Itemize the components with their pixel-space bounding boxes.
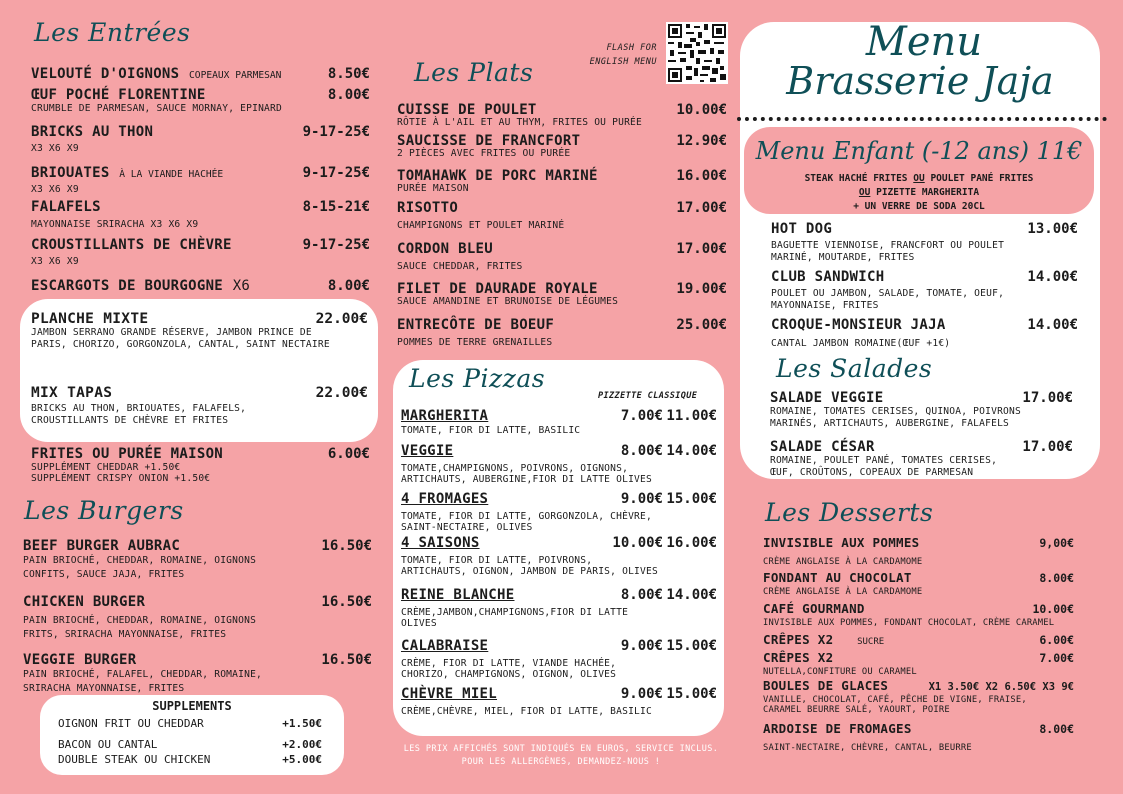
item-desc: CANTAL JAMBON ROMAINE(ŒUF +1€) — [771, 338, 951, 349]
menu-heading: Menu — [865, 19, 983, 65]
pizzette-price: 9.00€ — [620, 638, 663, 654]
classique-price: 16.00€ — [666, 535, 717, 551]
item-price: 25.00€ — [676, 317, 727, 333]
footer-note — [383, 743, 739, 769]
dessert-desc: SAINT-NECTAIRE, CHÈVRE, CANTAL, BEURRE — [763, 743, 972, 753]
menu-item — [23, 588, 372, 643]
pizzette-price: 7.00€ — [620, 408, 663, 424]
classique-price: 11.00€ — [666, 408, 717, 424]
dessert-name: CAFÉ GOURMAND — [763, 601, 865, 616]
item-note: X6 — [232, 278, 251, 294]
pizza-desc: TOMATE, FIOR DI LATTE, BASILIC — [401, 425, 581, 436]
item-desc: BRICKS AU THON, BRIOUATES, FALAFELS, CROUSTILLANTS DE CHÈVRE ET FRITES — [31, 403, 247, 427]
menu-item — [397, 200, 727, 232]
qr-caption-line: FLASH FOR — [606, 43, 657, 53]
item-name: RISOTTO — [397, 200, 459, 216]
supplement-name: BACON OU CANTAL — [58, 738, 158, 751]
pizza-item — [401, 443, 717, 485]
item-desc: SUPPLÉMENT CRISPY ONION +1.50€ — [31, 473, 211, 485]
supplement-row — [58, 753, 322, 766]
menu-item — [31, 87, 370, 115]
item-name: TOMAHAWK DE PORC MARINÉ — [397, 168, 598, 184]
item-name: BEEF BURGER AUBRAC — [23, 538, 181, 554]
qr-caption-line: ENGLISH MENU — [589, 56, 657, 67]
menu-item — [31, 162, 370, 196]
item-desc: X3 X6 X9 — [31, 143, 79, 154]
dessert-item — [763, 629, 1074, 649]
pizza-item — [401, 587, 717, 629]
classique-price: 14.00€ — [666, 587, 717, 603]
item-name: HOT DOG — [771, 221, 833, 237]
item-name: FILET DE DAURADE ROYALE — [397, 281, 598, 297]
item-desc: PAIN BRIOCHÉ, CHEDDAR, ROMAINE, OIGNONS FRITS, SRIRACHA MAYONNAISE, FRITES — [23, 615, 257, 641]
item-price: 8.50€ — [327, 66, 370, 82]
pizza-desc: CRÈME,JAMBON,CHAMPIGNONS,FIOR DI LATTE OLIVES — [401, 607, 629, 629]
pizza-desc: TOMATE,CHAMPIGNONS, POIVRONS, OIGNONS, ARTICHAUTS, AUBERGINE,FIOR DI LATTE OLIVES — [401, 463, 652, 485]
item-name: SALADE CÉSAR — [770, 439, 875, 455]
pizza-name: CHÈVRE MIEL — [401, 686, 498, 702]
pizzette-price: 8.00€ — [620, 587, 663, 603]
item-price: 6.00€ — [327, 446, 370, 462]
dessert-name: CRÊPES X2 — [763, 632, 834, 647]
item-name: CUISSE DE POULET — [397, 102, 537, 118]
menu-item — [31, 311, 368, 352]
pizza-name: MARGHERITA — [401, 408, 489, 424]
menu-item — [23, 646, 372, 697]
kids-line: + UN VERRE DE SODA 20CL — [853, 200, 985, 212]
item-price: 13.00€ — [1027, 221, 1078, 237]
item-desc: POMMES DE TERRE GRENAILLES — [397, 337, 553, 348]
item-price: 10.00€ — [676, 102, 727, 118]
supplement-row — [58, 738, 322, 751]
item-desc: SAUCE CHEDDAR, FRITES — [397, 261, 523, 272]
menu-item — [31, 237, 370, 268]
section-title-entrees: Les Entrées — [34, 18, 191, 47]
dessert-item — [763, 718, 1074, 753]
kids-line: STEAK HACHÉ FRITES — [804, 173, 908, 184]
item-name: MIX TAPAS — [31, 385, 113, 401]
pizza-desc: CRÈME,CHÈVRE, MIEL, FIOR DI LATTE, BASILIC — [401, 706, 652, 717]
menu-item — [31, 385, 368, 428]
menu-item — [31, 275, 370, 294]
item-desc: SAUCE AMANDINE ET BRUNOISE DE LÉGUMES — [397, 296, 619, 307]
item-price: 8-15-21€ — [302, 199, 370, 215]
item-desc: PAIN BRIOCHÉ, CHEDDAR, ROMAINE, OIGNONS CONFITS, SAUCE JAJA, FRITES — [23, 555, 257, 581]
item-desc: JAMBON SERRANO GRANDE RÉSERVE, JAMBON PRINCE DE PARIS, CHORIZO, GORGONZOLA, CANTAL, SAINT NECTAIRE — [31, 327, 330, 351]
item-price: 19.00€ — [676, 281, 727, 297]
item-desc: ROMAINE, TOMATES CERISES, QUINOA, POIVRONS MARINÉS, ARTICHAUTS, AUBERGINE, FALAFELS — [770, 406, 1021, 429]
pizza-name: VEGGIE — [401, 443, 454, 459]
dessert-name: ARDOISE DE FROMAGES — [763, 721, 912, 736]
pizzette-price: 8.00€ — [620, 443, 663, 459]
menu-item — [23, 532, 372, 583]
item-name: VEGGIE BURGER — [23, 652, 137, 668]
pizza-col-header: CLASSIQUE — [647, 391, 698, 401]
item-name: FRITES OU PURÉE MAISON — [31, 446, 224, 462]
pizza-desc: TOMATE, FIOR DI LATTE, GORGONZOLA, CHÈVRE, SAINT-NECTAIRE, OLIVES — [401, 511, 652, 533]
kids-menu-card — [744, 127, 1094, 214]
supplement-row — [58, 717, 322, 730]
item-note: À LA VIANDE HACHÉE — [119, 169, 224, 180]
item-price: 8.00€ — [327, 278, 370, 294]
item-desc: CHAMPIGNONS ET POULET MARINÉ — [397, 220, 565, 231]
pizzette-price: 10.00€ — [612, 535, 663, 551]
classique-price: 14.00€ — [666, 443, 717, 459]
pizza-size-headers — [598, 391, 697, 401]
qr-code[interactable] — [666, 22, 728, 84]
item-desc: X3 X6 X9 — [31, 184, 79, 195]
qr-code-icon — [666, 22, 728, 84]
dessert-item — [763, 598, 1074, 628]
kids-menu-desc — [744, 172, 1094, 213]
kids-line: PIZETTE MARGHERITA — [876, 186, 980, 198]
kids-line: POULET PANÉ FRITES — [930, 173, 1034, 184]
pizza-col-header: PIZZETTE — [598, 391, 643, 401]
item-name: ŒUF POCHÉ FLORENTINE — [31, 87, 206, 103]
item-desc: POULET OU JAMBON, SALADE, TOMATE, OEUF, MAYONNAISE, FRITES — [771, 288, 1005, 312]
item-price: 14.00€ — [1027, 269, 1078, 285]
dessert-name: INVISIBLE AUX POMMES — [763, 535, 920, 550]
supplements-card — [40, 695, 344, 775]
supplements-title: SUPPLEMENTS — [152, 699, 232, 713]
item-price: 9-17-25€ — [302, 124, 370, 140]
pizza-name: 4 FROMAGES — [401, 491, 489, 507]
kids-or: OU — [913, 173, 925, 184]
pizza-item — [401, 535, 717, 577]
menu-item — [770, 390, 1073, 429]
menu-item — [31, 63, 370, 82]
planches-card — [20, 299, 378, 442]
dessert-price: 7.00€ — [1039, 651, 1074, 665]
dessert-name: FONDANT AU CHOCOLAT — [763, 570, 912, 585]
pizza-desc: CRÈME, FIOR DI LATTE, VIANDE HACHÉE, CHORIZO, CHAMPIGNONS, OIGNON, OLIVES — [401, 658, 617, 680]
item-name: VELOUTÉ D'OIGNONS — [31, 66, 180, 82]
item-price: 14.00€ — [1027, 317, 1078, 333]
dessert-price: X1 3.50€ X2 6.50€ X3 9€ — [928, 681, 1074, 693]
item-price: 17.00€ — [676, 241, 727, 257]
menu-item — [770, 439, 1073, 478]
menu-item — [31, 199, 370, 231]
classique-price: 15.00€ — [666, 638, 717, 654]
section-title-burgers: Les Burgers — [24, 496, 184, 525]
item-desc: MAYONNAISE SRIRACHA X3 X6 X9 — [31, 219, 199, 230]
dessert-item — [763, 567, 1074, 597]
supplement-name: OIGNON FRIT OU CHEDDAR — [58, 717, 204, 730]
item-desc: SUPPLÉMENT CHEDDAR +1.50€ — [31, 462, 181, 473]
item-price: 22.00€ — [315, 311, 368, 327]
item-name: CROQUE-MONSIEUR JAJA — [771, 317, 946, 333]
item-price: 17.00€ — [1022, 390, 1073, 406]
item-price: 8.00€ — [327, 87, 370, 103]
dessert-name: BOULES DE GLACES — [763, 678, 889, 693]
item-name: ENTRECÔTE DE BOEUF — [397, 317, 555, 333]
classique-price: 15.00€ — [666, 686, 717, 702]
menu-item — [397, 168, 727, 195]
section-title-pizzas: Les Pizzas — [409, 364, 546, 393]
dessert-price: 8.00€ — [1039, 571, 1074, 585]
pizza-item — [401, 686, 717, 718]
pizza-item — [401, 491, 717, 533]
dessert-price: 9,00€ — [1039, 536, 1074, 550]
item-price: 12.90€ — [676, 133, 727, 149]
dessert-item — [763, 647, 1074, 677]
item-name: CLUB SANDWICH — [771, 269, 885, 285]
menu-item — [771, 317, 1078, 350]
dessert-price: 6.00€ — [1039, 633, 1074, 647]
item-desc: 2 PIÈCES AVEC FRITES OU PURÉE — [397, 148, 571, 159]
dessert-note: SUCRE — [857, 637, 885, 647]
footer-line: LES PRIX AFFICHÉS SONT INDIQUÉS EN EUROS, SERVICE INCLUS. — [403, 744, 719, 754]
dotted-divider — [737, 117, 1107, 121]
item-desc: X3 X6 X9 — [31, 256, 79, 267]
item-note: COPEAUX PARMESAN — [189, 70, 282, 81]
item-desc: BAGUETTE VIENNOISE, FRANCFORT OU POULET MARINÉ, MOUTARDE, FRITES — [771, 240, 1005, 264]
menu-item — [31, 124, 370, 155]
menu-item — [771, 221, 1078, 265]
dessert-desc: CRÈME ANGLAISE À LA CARDAMOME — [763, 557, 923, 567]
item-price: 16.50€ — [321, 652, 372, 668]
dessert-item — [763, 675, 1074, 715]
item-name: BRIOUATES — [31, 165, 110, 181]
dessert-price: 10.00€ — [1032, 602, 1074, 616]
pizza-item — [401, 408, 717, 437]
menu-item — [31, 446, 370, 484]
pizza-name: CALABRAISE — [401, 638, 489, 654]
pizza-name: 4 SAISONS — [401, 535, 480, 551]
item-name: CORDON BLEU — [397, 241, 494, 257]
item-name: SAUCISSE DE FRANCFORT — [397, 133, 581, 149]
item-desc: PURÉE MAISON — [397, 183, 469, 194]
item-name: BRICKS AU THON — [31, 124, 154, 140]
item-name: PLANCHE MIXTE — [31, 311, 149, 327]
item-name: CHICKEN BURGER — [23, 594, 146, 610]
pizzette-price: 9.00€ — [620, 491, 663, 507]
item-name: CROUSTILLANTS DE CHÈVRE — [31, 237, 232, 253]
item-price: 22.00€ — [315, 385, 368, 401]
supplement-price: +1.50€ — [282, 717, 322, 730]
item-desc: PAIN BRIOCHÉ, FALAFEL, CHEDDAR, ROMAINE, SRIRACHA MAYONNAISE, FRITES — [23, 669, 263, 695]
dessert-price: 8.00€ — [1039, 722, 1074, 736]
pizza-desc: TOMATE, FIOR DI LATTE, POIVRONS, ARTICHAUTS, OIGNON, JAMBON DE PARIS, OLIVES — [401, 555, 658, 577]
dessert-item — [763, 532, 1074, 567]
pizza-name: REINE BLANCHE — [401, 587, 515, 603]
item-name: SALADE VEGGIE — [770, 390, 884, 406]
kids-or: OU — [858, 186, 871, 198]
supplement-price: +2.00€ — [282, 738, 322, 751]
menu-item — [397, 317, 727, 349]
footer-line: POUR LES ALLERGÈNES, DEMANDEZ-NOUS ! — [461, 757, 661, 768]
section-title-plats: Les Plats — [414, 58, 534, 87]
dessert-desc: INVISIBLE AUX POMMES, FONDANT CHOCOLAT, CRÈME CARAMEL — [763, 618, 1055, 628]
item-price: 16.50€ — [321, 538, 372, 554]
item-price: 9-17-25€ — [302, 237, 370, 253]
dessert-name: CRÊPES X2 — [763, 650, 834, 665]
classique-price: 15.00€ — [666, 491, 717, 507]
dessert-desc: CRÈME ANGLAISE À LA CARDAMOME — [763, 587, 923, 597]
item-price: 16.00€ — [676, 168, 727, 184]
item-desc: ROMAINE, POULET PANÉ, TOMATES CERISES, ŒUF, CROÛTONS, COPEAUX DE PARMESAN — [770, 455, 998, 478]
item-price: 17.00€ — [1022, 439, 1073, 455]
item-desc: CRUMBLE DE PARMESAN, SAUCE MORNAY, EPINARD — [31, 103, 282, 114]
menu-item — [397, 241, 727, 273]
section-title-salades: Les Salades — [776, 354, 933, 383]
kids-menu-title: Menu Enfant (-12 ans) 11€ — [755, 137, 1083, 165]
dessert-desc: NUTELLA,CONFITURE OU CARAMEL — [763, 667, 917, 677]
item-price: 9-17-25€ — [302, 165, 370, 181]
pizzette-price: 9.00€ — [620, 686, 663, 702]
item-price: 17.00€ — [676, 200, 727, 216]
section-title-desserts: Les Desserts — [765, 498, 934, 527]
item-name: FALAFELS — [31, 199, 101, 215]
menu-item — [397, 133, 727, 160]
item-price: 16.50€ — [321, 594, 372, 610]
dessert-desc: VANILLE, CHOCOLAT, CAFÉ, PÊCHE DE VIGNE, FRAISE, CARAMEL BEURRE SALÉ, YAOURT, POIRE — [763, 695, 1027, 716]
supplement-name: DOUBLE STEAK OU CHICKEN — [58, 753, 211, 766]
menu-item — [771, 269, 1078, 313]
item-desc: RÔTIE À L'AIL ET AU THYM, FRITES OU PURÉE — [397, 117, 643, 128]
menu-item — [397, 281, 727, 308]
pizza-item — [401, 638, 717, 680]
restaurant-name: Brasserie Jaja — [786, 59, 1054, 103]
qr-caption — [585, 42, 657, 69]
supplement-price: +5.00€ — [282, 753, 322, 766]
item-name: ESCARGOTS DE BOURGOGNE — [31, 278, 224, 294]
menu-item — [397, 102, 727, 129]
